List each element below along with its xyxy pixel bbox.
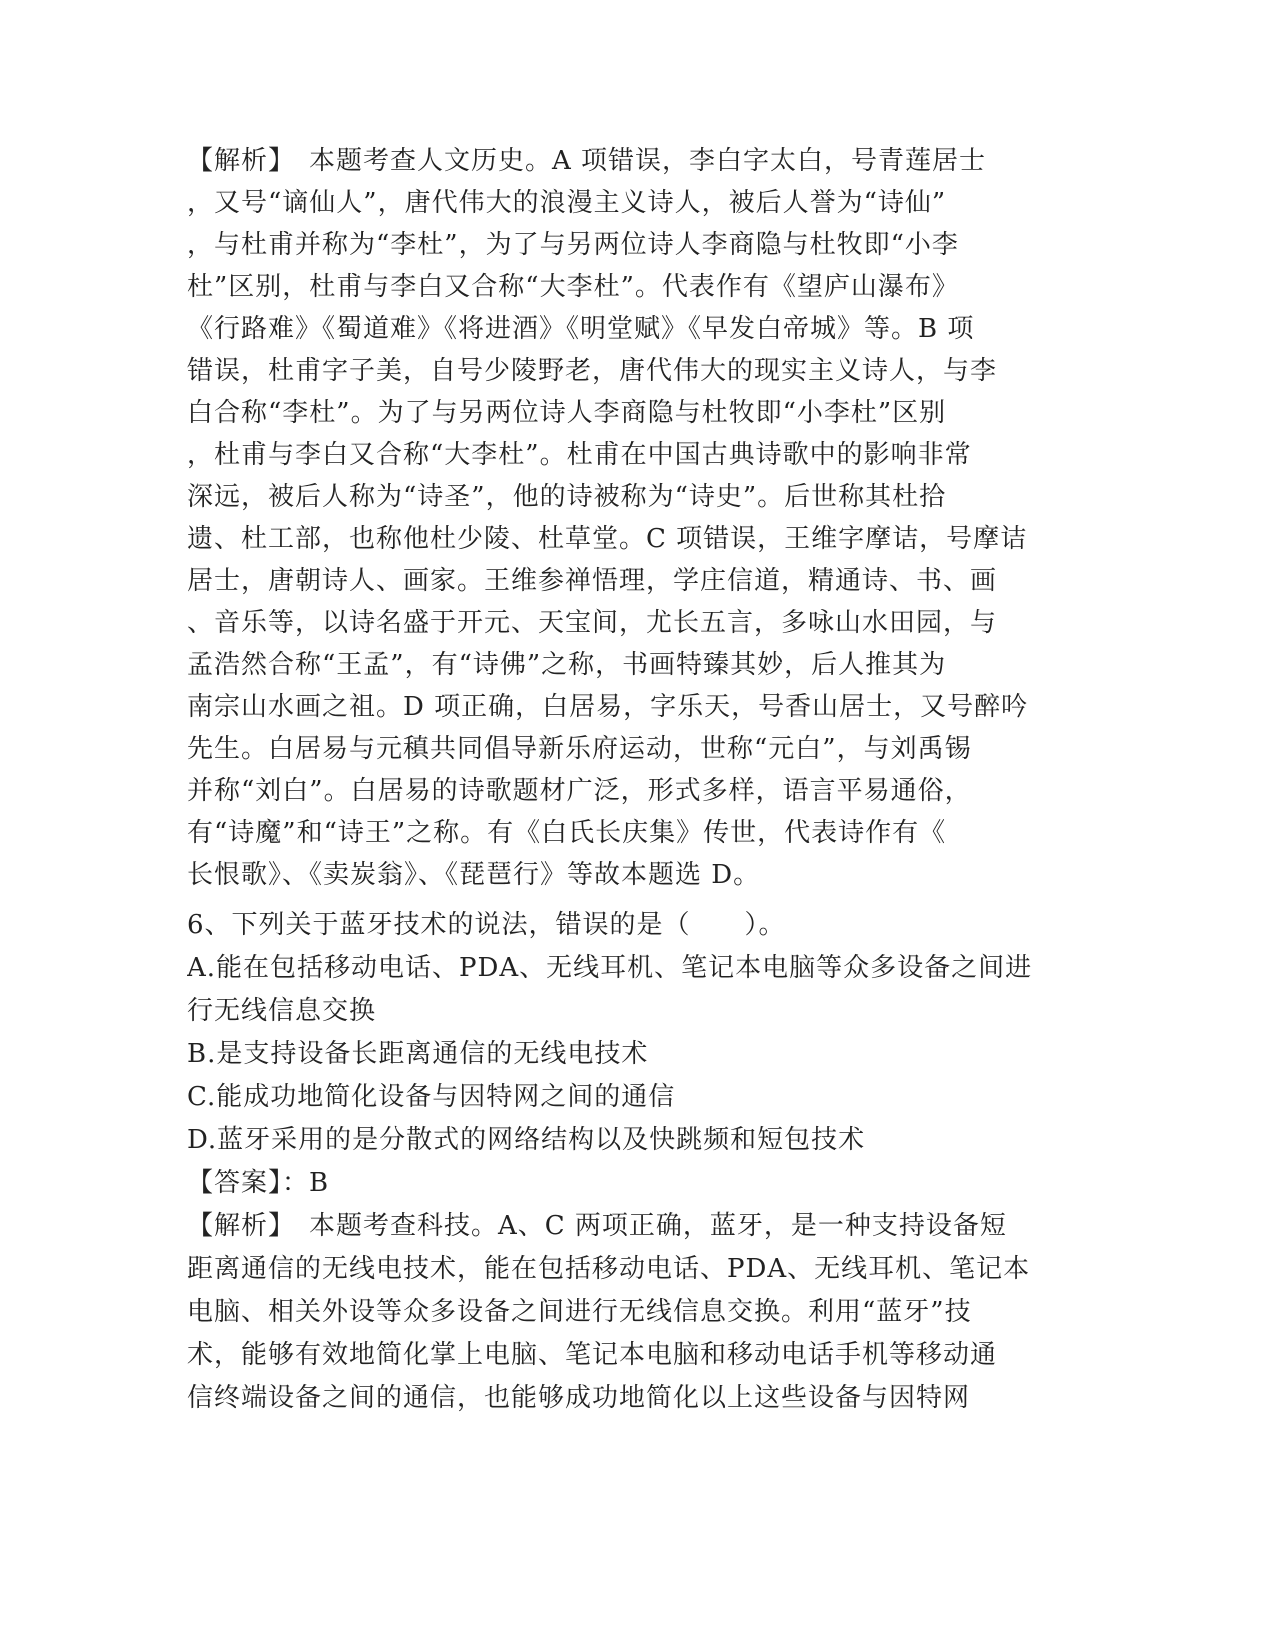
option-d: D.蓝牙采用的是分散式的网络结构以及快跳频和短包技术 bbox=[187, 1125, 866, 1155]
analysis-line: 长恨歌》、《卖炭翁》、《琵琶行》等故本题选 D。 bbox=[187, 860, 761, 890]
analysis-line: 《行路难》《蜀道难》《将进酒》《明堂赋》《早发白帝城》等。B 项 bbox=[187, 314, 975, 344]
analysis-line: ，杜甫与李白又合称“大李杜”。杜甫在中国古典诗歌中的影响非常 bbox=[187, 440, 972, 470]
analysis-line: 、音乐等，以诗名盛于开元、天宝间，尤长五言，多咏山水田园，与 bbox=[187, 608, 998, 638]
analysis-line: 错误，杜甫字子美，自号少陵野老，唐代伟大的现实主义诗人，与李 bbox=[187, 356, 998, 386]
analysis-line: ，又号“谪仙人”，唐代伟大的浪漫主义诗人，被后人誉为“诗仙” bbox=[187, 188, 947, 218]
question-stem: 6、下列关于蓝牙技术的说法，错误的是（ ）。 bbox=[187, 910, 786, 940]
analysis-line: 南宗山水画之祖。D 项正确，白居易，字乐天，号香山居士，又号醉吟 bbox=[187, 692, 1029, 722]
analysis-line: 【解析】 本题考查科技。A、C 两项正确，蓝牙，是一种支持设备短 bbox=[187, 1211, 1007, 1241]
analysis-line: ，与杜甫并称为“李杜”，为了与另两位诗人李商隐与杜牧即“小李 bbox=[187, 230, 959, 260]
option-a: A.能在包括移动电话、PDA、无线耳机、笔记本电脑等众多设备之间进 bbox=[187, 953, 1033, 983]
analysis-line: 深远，被后人称为“诗圣”，他的诗被称为“诗史”。后世称其杜拾 bbox=[187, 482, 947, 512]
previous-question-analysis bbox=[187, 140, 1087, 896]
analysis-line: 先生。白居易与元稹共同倡导新乐府运动，世称“元白”，与刘禹锡 bbox=[187, 734, 972, 764]
analysis-line: 杜”区别，杜甫与李白又合称“大李杜”。代表作有《望庐山瀑布》 bbox=[187, 272, 959, 302]
option-a-continued: 行无线信息交换 bbox=[187, 996, 377, 1026]
analysis-line: 有“诗魔”和“诗王”之称。有《白氏长庆集》传世，代表诗作有《 bbox=[187, 818, 947, 848]
answer-line: 【答案】：B bbox=[187, 1168, 330, 1198]
question-6 bbox=[187, 904, 1087, 1420]
analysis-line: 并称“刘白”。白居易的诗歌题材广泛，形式多样，语言平易通俗， bbox=[187, 776, 972, 806]
option-b: B.是支持设备长距离通信的无线电技术 bbox=[187, 1039, 649, 1069]
analysis-line: 白合称“李杜”。为了与另两位诗人李商隐与杜牧即“小李杜”区别 bbox=[187, 398, 947, 428]
analysis-line: 孟浩然合称“王孟”，有“诗佛”之称，书画特臻其妙，后人推其为 bbox=[187, 650, 947, 680]
analysis-line: 术，能够有效地简化掌上电脑、笔记本电脑和移动电话手机等移动通 bbox=[187, 1340, 998, 1370]
analysis-line: 【解析】 本题考查人文历史。A 项错误，李白字太白，号青莲居士 bbox=[187, 146, 987, 176]
analysis-line: 电脑、相关外设等众多设备之间进行无线信息交换。利用“蓝牙”技 bbox=[187, 1297, 972, 1327]
analysis-line: 遗、杜工部，也称他杜少陵、杜草堂。C 项错误，王维字摩诘，号摩诘 bbox=[187, 524, 1028, 554]
analysis-line: 居士，唐朝诗人、画家。王维参禅悟理，学庄信道，精通诗、书、画 bbox=[187, 566, 998, 596]
analysis-line: 距离通信的无线电技术，能在包括移动电话、PDA、无线耳机、笔记本 bbox=[187, 1254, 1031, 1284]
option-c: C.能成功地简化设备与因特网之间的通信 bbox=[187, 1082, 676, 1112]
analysis-line: 信终端设备之间的通信，也能够成功地简化以上这些设备与因特网 bbox=[187, 1383, 971, 1413]
